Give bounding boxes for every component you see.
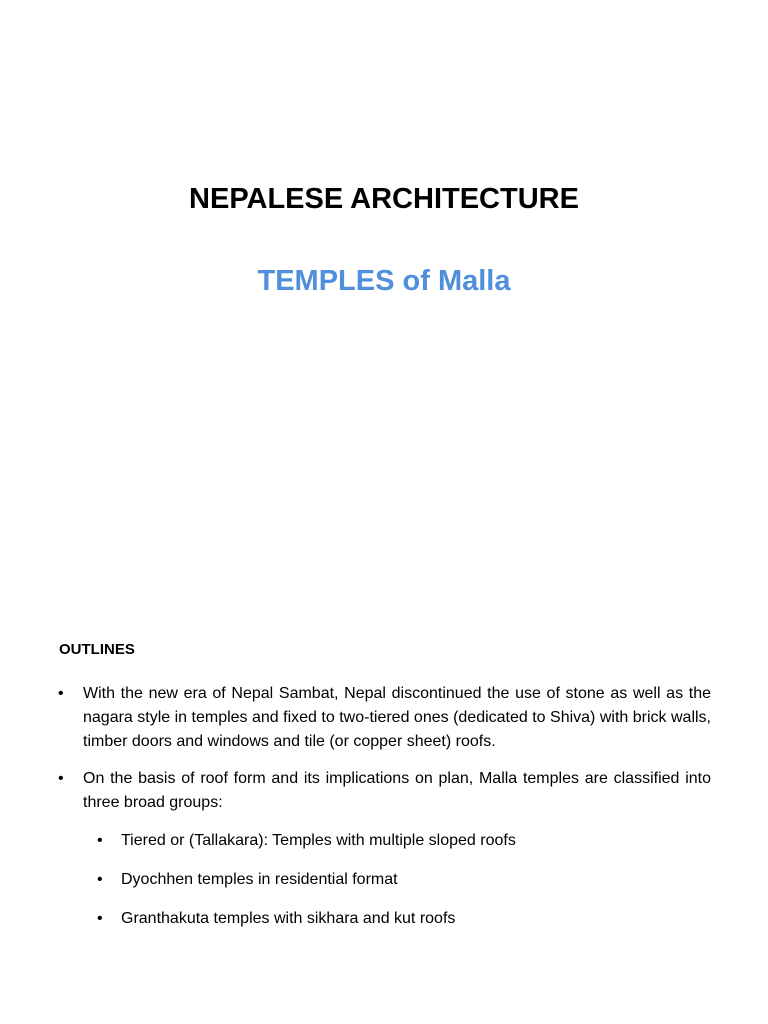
list-item	[0, 767, 768, 815]
bullet-dot-icon: •	[58, 685, 64, 702]
outlines-heading: OUTLINES	[59, 641, 135, 658]
bullet-dot-icon: •	[58, 770, 64, 787]
list-item	[0, 868, 768, 892]
sub-bullet-list	[0, 829, 768, 946]
slide-title: NEPALESE ARCHITECTURE	[189, 183, 579, 215]
bullet-dot-icon: •	[97, 871, 103, 888]
list-item	[0, 829, 768, 853]
list-item	[0, 907, 768, 931]
bullet-dot-icon: •	[97, 910, 103, 927]
bullet-text: On the basis of roof form and its implications on plan, Malla temples are classified into three broad groups:	[83, 770, 711, 811]
bullet-text: With the new era of Nepal Sambat, Nepal discontinued the use of stone as well as the nagara style in temples and fixed to two-tiered ones (dedicated to Shiva) with brick walls, timber doors and windows and tile (or copper sheet) roofs.	[83, 685, 711, 750]
slide-subtitle: TEMPLES of Malla	[257, 265, 511, 297]
list-item	[0, 682, 768, 754]
sub-bullet-text: Granthakuta temples with sikhara and kut roofs	[121, 910, 456, 927]
sub-bullet-text: Dyochhen temples in residential format	[121, 871, 398, 888]
bullet-list	[0, 682, 768, 828]
sub-bullet-text: Tiered or (Tallakara): Temples with multiple sloped roofs	[121, 832, 516, 849]
bullet-dot-icon: •	[97, 832, 103, 849]
